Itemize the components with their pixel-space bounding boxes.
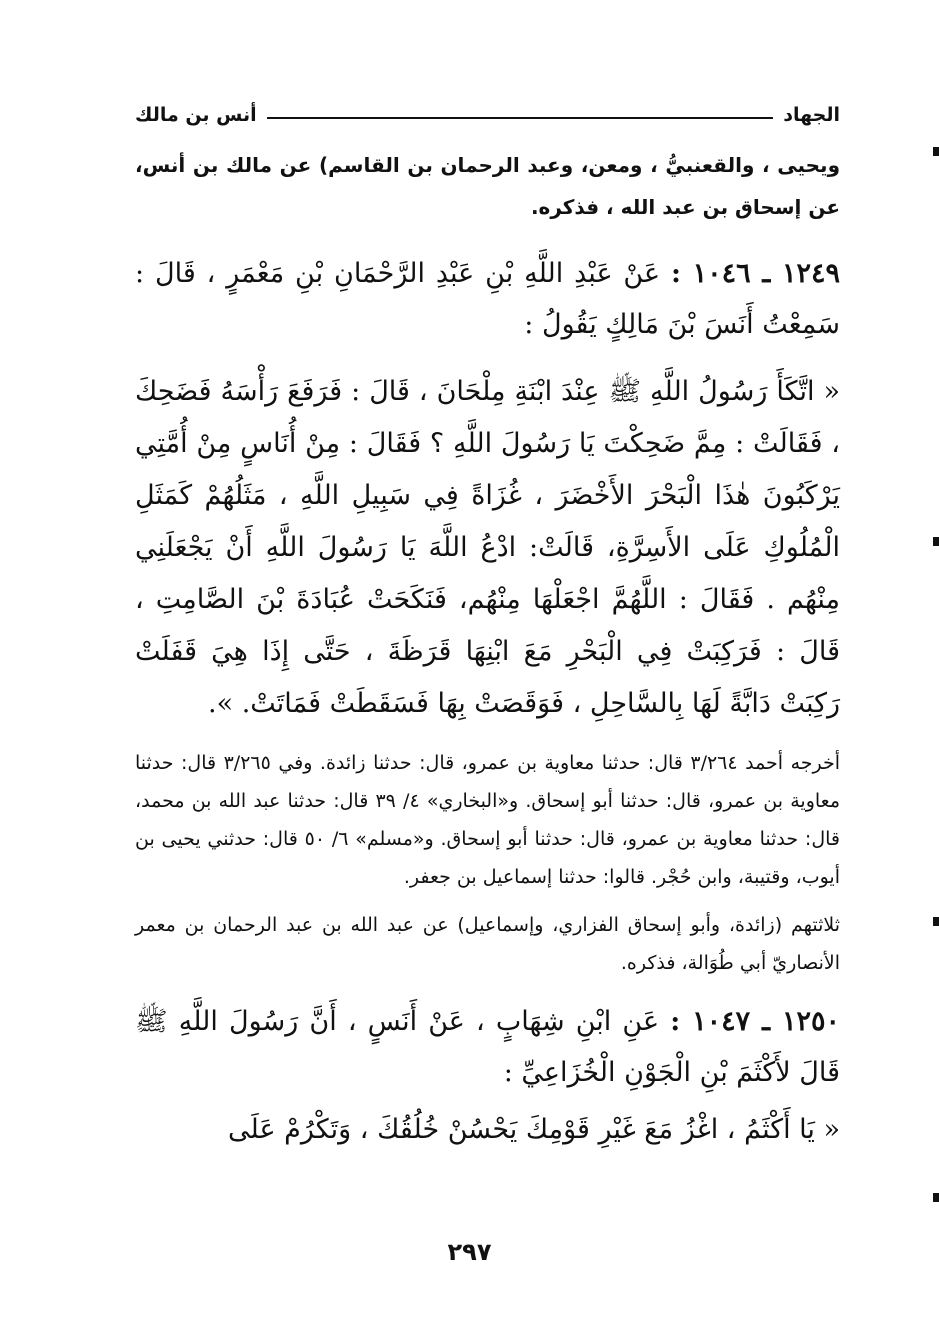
hadith-1-number: ١٢٤٩ ـ ١٠٤٦ :	[671, 258, 841, 289]
takhrij-paragraph-1: أخرجه أحمد ٣/٢٦٤ قال: حدثنا معاوية بن عمرو، قال: حدثنا زائدة. وفي ٣/٢٦٥ قال: حدثنا معاوية بن عمرو، قال: حدثنا أبو إسحاق. و«البخاري» ٤/ ٣٩ قال: حدثنا عبد الله بن محمد، قال: حدثنا معاوية بن عمرو، قال: حدثنا أبو إسحاق. و«مسلم» ٦/ ٥٠ قال: حدثني يحيى بن أيوب، وقتيبة، وابن حُجْر. قالوا: حدثنا إسماعيل بن جعفر.	[135, 752, 841, 888]
page-body	[135, 98, 840, 1156]
running-header	[135, 98, 840, 132]
edge-mark	[933, 147, 939, 156]
hadith-2-number: ١٢٥٠ ـ ١٠٤٧ :	[670, 1006, 840, 1037]
hadith-2-isnad	[135, 996, 840, 1098]
edge-mark	[933, 537, 939, 546]
hadith-2-matn: « يَا أَكْثَمُ ، اغْزُ مَعَ غَيْرِ قَوْمِكَ يَحْسُنْ خُلُقُكَ ، وَتَكْرُمْ عَلَى	[228, 1114, 840, 1145]
chapter-title: الجهاد	[783, 104, 840, 126]
takhrij-paragraph-2: ثلاثتهم (زائدة، وأبو إسحاق الفزاري، وإسماعيل) عن عبد الله بن عبد الرحمان بن معمر الأنصاريّ أبي طُوَالة، فذكره.	[135, 914, 840, 974]
intro-paragraph: ويحيى ، والقعنبيُّ ، ومعن، وعبد الرحمان بن القاسم) عن مالك بن أنس، عن إسحاق بن عبد الله ، فذكره.	[135, 153, 840, 219]
book-title: أنس بن مالك	[135, 104, 257, 126]
hadith-2-isnad-text: عَنِ ابْنِ شِهَابٍ ، عَنْ أَنَسٍ ، أَنَّ رَسُولَ اللَّهِ ﷺ قَالَ لأَكْثَمَ بْنِ الْجَوْنِ الْخُزَاعِيِّ :	[135, 1006, 840, 1088]
hadith-1-matn: « اتَّكَأَ رَسُولُ اللَّهِ ﷺ عِنْدَ ابْنَةِ مِلْحَانَ ، قَالَ : فَرَفَعَ رَأْسَهُ فَضَحِكَ ، فَقَالَتْ : مِمَّ ضَحِكْتَ يَا رَسُولَ اللَّهِ ؟ فَقَالَ : مِنْ أُنَاسٍ مِنْ أُمَّتِي يَرْكَبُونَ هٰذَا الْبَحْرَ الأَخْضَرَ ، غُزَاةً فِي سَبِيلِ اللَّهِ ، مَثَلُهُمْ كَمَثَلِ الْمُلُوكِ عَلَى الأَسِرَّةِ، قَالَتْ: ادْعُ اللَّهَ يَا رَسُولَ اللَّهِ أَنْ يَجْعَلَنِي مِنْهُم . فَقَالَ : اللَّهُمَّ اجْعَلْهَا مِنْهُم، فَنَكَحَتْ عُبَادَةَ بْنَ الصَّامِتِ ، قَالَ : فَرَكِبَتْ فِي الْبَحْرِ مَعَ ابْنِهَا قَرَظَةَ ، حَتَّى إِذَا هِيَ قَفَلَتْ رَكِبَتْ دَابَّةً لَهَا بِالسَّاحِلِ ، فَوَقَصَتْ بِهَا فَسَقَطَتْ فَمَاتَتْ. ».	[135, 376, 840, 719]
hadith-1-isnad	[135, 248, 840, 350]
edge-mark	[933, 917, 939, 926]
header-rule	[267, 117, 774, 119]
page-number: ٢٩٧	[447, 1238, 492, 1266]
edge-mark	[933, 1193, 939, 1202]
hadith-1-isnad-text: عَنْ عَبْدِ اللَّهِ بْنِ عَبْدِ الرَّحْمَانِ بْنِ مَعْمَرٍ ، قَالَ : سَمِعْتُ أَنَسَ بْنَ مَالِكٍ يَقُولُ :	[135, 258, 840, 340]
